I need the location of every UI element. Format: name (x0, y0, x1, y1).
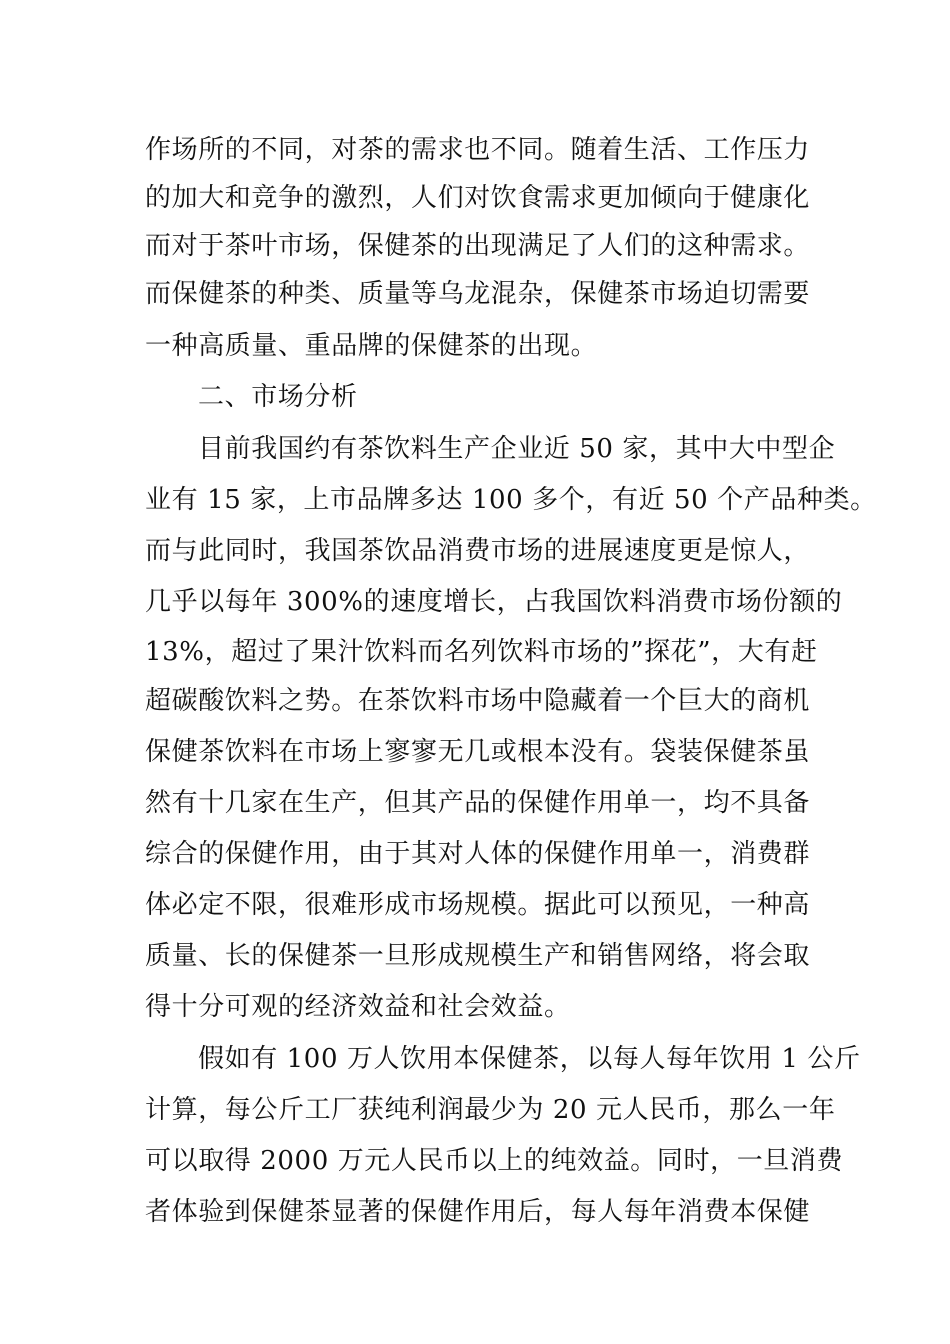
paragraph-2-line-12: 得十分可观的经济效益和社会效益。 (145, 992, 571, 1022)
paragraph-2-line-10: 体必定不限，很难形成市场规模。据此可以预见，一种高 (145, 890, 811, 920)
paragraph-2-line-6: 超碳酸饮料之势。在茶饮料市场中隐藏着一个巨大的商机 (145, 686, 811, 716)
paragraph-3-line-4: 者体验到保健茶显著的保健作用后，每人每年消费本保健 (145, 1197, 811, 1227)
paragraph-1-line-2: 的加大和竞争的激烈，人们对饮食需求更加倾向于健康化 (145, 183, 811, 213)
paragraph-3-line-2: 计算，每公斤工厂获纯利润最少为 20 元人民币，那么一年 (145, 1095, 836, 1125)
paragraph-2-line-8: 然有十几家在生产，但其产品的保健作用单一，均不具备 (145, 788, 811, 818)
paragraph-1-line-3: 而对于茶叶市场，保健茶的出现满足了人们的这种需求。 (145, 231, 811, 261)
paragraph-2-line-9: 综合的保健作用，由于其对人体的保健作用单一，消费群 (145, 839, 811, 869)
paragraph-2-line-3: 而与此同时，我国茶饮品消费市场的进展速度更是惊人， (145, 536, 811, 566)
paragraph-2-line-4: 几乎以每年 300%的速度增长，占我国饮料消费市场份额的 (145, 587, 843, 617)
section-heading: 二、市场分析 (198, 382, 358, 412)
paragraph-3-line-1: 假如有 100 万人饮用本保健茶，以每人每年饮用 1 公斤 (198, 1044, 861, 1074)
paragraph-3-line-3: 可以取得 2000 万元人民币以上的纯效益。同时，一旦消费 (145, 1146, 844, 1176)
paragraph-1-line-1: 作场所的不同，对茶的需求也不同。随着生活、工作压力 (145, 135, 811, 165)
paragraph-2-line-2: 业有 15 家，上市品牌多达 100 多个，有近 50 个产品种类。 (145, 485, 877, 515)
paragraph-1-line-5: 一种高质量、重品牌的保健茶的出现。 (145, 331, 598, 361)
paragraph-2-line-7: 保健茶饮料在市场上寥寥无几或根本没有。袋装保健茶虽 (145, 737, 811, 767)
paragraph-2-line-1: 目前我国约有茶饮料生产企业近 50 家，其中大中型企 (198, 434, 836, 464)
paragraph-2-line-5: 13%，超过了果汁饮料而名列饮料市场的”探花”，大有赶 (145, 637, 818, 667)
paragraph-1-line-4: 而保健茶的种类、质量等乌龙混杂，保健茶市场迫切需要 (145, 279, 811, 309)
paragraph-2-line-11: 质量、长的保健茶一旦形成规模生产和销售网络，将会取 (145, 941, 811, 971)
